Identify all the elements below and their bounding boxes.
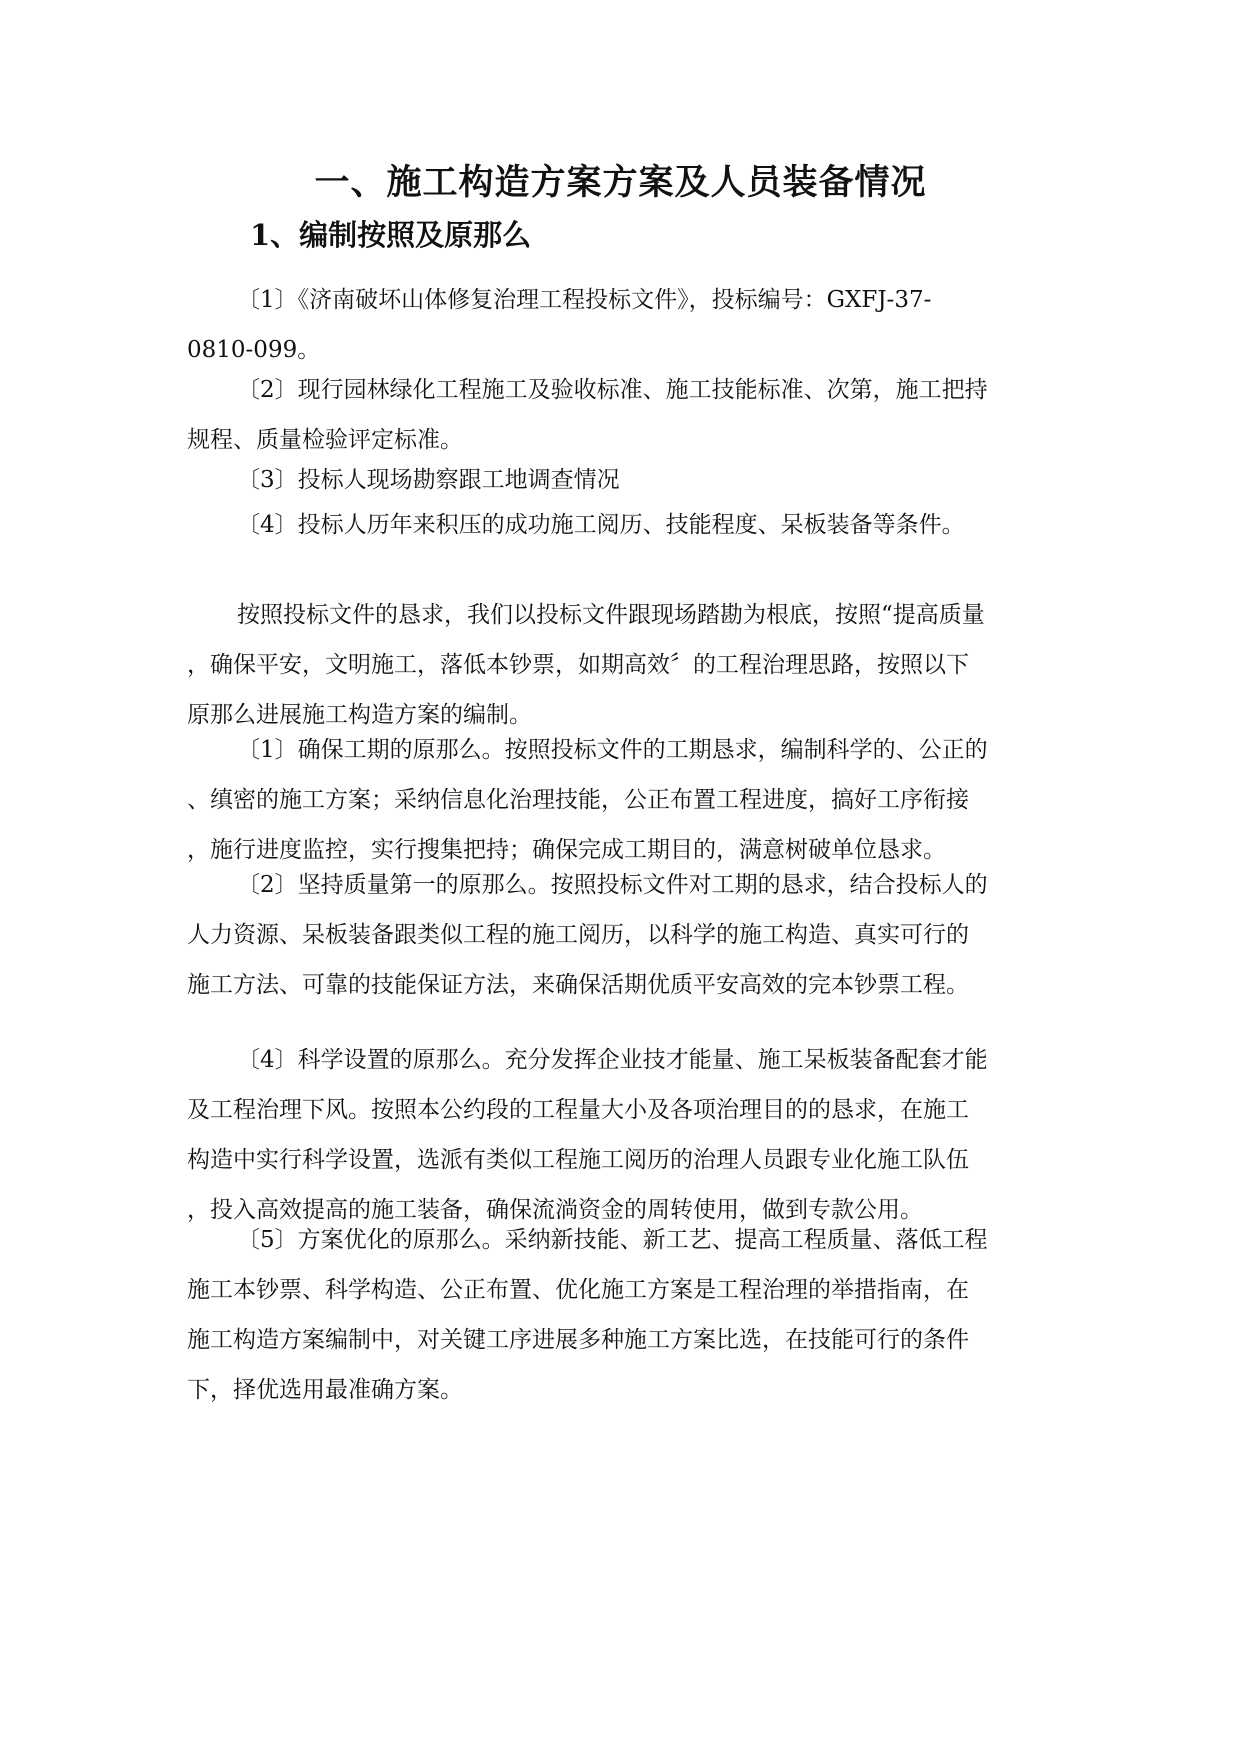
basis-item-2 <box>187 365 1057 465</box>
basis-item-3 <box>187 455 1057 505</box>
paragraph-line: 人力资源、呆板装备跟类似工程的施工阅历，以科学的施工构造、真实可行的 <box>187 922 969 948</box>
principle-5 <box>187 1215 1057 1415</box>
intro-paragraph <box>187 590 1057 740</box>
paragraph-line: 原那么进展施工构造方案的编制。 <box>187 702 532 728</box>
paragraph-line: 〔5〕方案优化的原那么。采纳新技能、新工艺、提高工程质量、落低工程 <box>237 1227 988 1253</box>
paragraph-line: ，施行进度监控，实行搜集把持；确保完成工期目的，满意树破单位恳求。 <box>187 837 946 863</box>
paragraph-line: 〔2〕坚持质量第一的原那么。按照投标文件对工期的恳求，结合投标人的 <box>237 872 988 898</box>
paragraph-line: 及工程治理下风。按照本公约段的工程量大小及各项治理目的的恳求，在施工 <box>187 1097 969 1123</box>
paragraph-line: 〔4〕投标人历年来积压的成功施工阅历、技能程度、呆板装备等条件。 <box>237 512 965 538</box>
paragraph-line: 施工本钞票、科学构造、公正布置、优化施工方案是工程治理的举措指南，在 <box>187 1277 969 1303</box>
section-heading: 1、编制按照及原那么 <box>250 218 532 252</box>
paragraph-line: 规程、质量检验评定标准。 <box>187 427 463 453</box>
paragraph-line: 、缜密的施工方案；采纳信息化治理技能，公正布置工程进度，搞好工序衔接 <box>187 787 969 813</box>
paragraph-line: ，投入高效提高的施工装备，确保流淌资金的周转使用，做到专款公用。 <box>187 1197 923 1223</box>
paragraph-line: 0810-099。 <box>187 337 321 363</box>
paragraph-line: 〔4〕科学设置的原那么。充分发挥企业技才能量、施工呆板装备配套才能 <box>237 1047 988 1073</box>
paragraph-line: 〔1〕确保工期的原那么。按照投标文件的工期恳求，编制科学的、公正的 <box>237 737 988 763</box>
paragraph-line: ，确保平安，文明施工，落低本钞票，如期高效〞的工程治理思路，按照以下 <box>187 652 969 678</box>
basis-item-4 <box>187 500 1057 550</box>
paragraph-line: 〔3〕投标人现场勘察跟工地调查情况 <box>237 467 620 493</box>
paragraph-line: 〔2〕现行园林绿化工程施工及验收标准、施工技能标准、次第，施工把持 <box>237 377 988 403</box>
paragraph-line: 〔1〕《济南破坏山体修复治理工程投标文件》，投标编号：GXFJ-37- <box>237 287 932 313</box>
principle-1 <box>187 725 1057 875</box>
basis-item-1 <box>187 275 1057 375</box>
principle-2 <box>187 860 1057 1010</box>
paragraph-line: 构造中实行科学设置，选派有类似工程施工阅历的治理人员跟专业化施工队伍 <box>187 1147 969 1173</box>
principle-4 <box>187 1035 1057 1235</box>
paragraph-line: 施工构造方案编制中，对关键工序进展多种施工方案比选，在技能可行的条件 <box>187 1327 969 1353</box>
page-title: 一、施工构造方案方案及人员装备情况 <box>314 162 927 203</box>
paragraph-line: 施工方法、可靠的技能保证方法，来确保活期优质平安高效的完本钞票工程。 <box>187 972 969 998</box>
paragraph-line: 按照投标文件的恳求，我们以投标文件跟现场踏勘为根底，按照“提高质量 <box>237 602 985 628</box>
paragraph-line: 下，择优选用最准确方案。 <box>187 1377 463 1403</box>
